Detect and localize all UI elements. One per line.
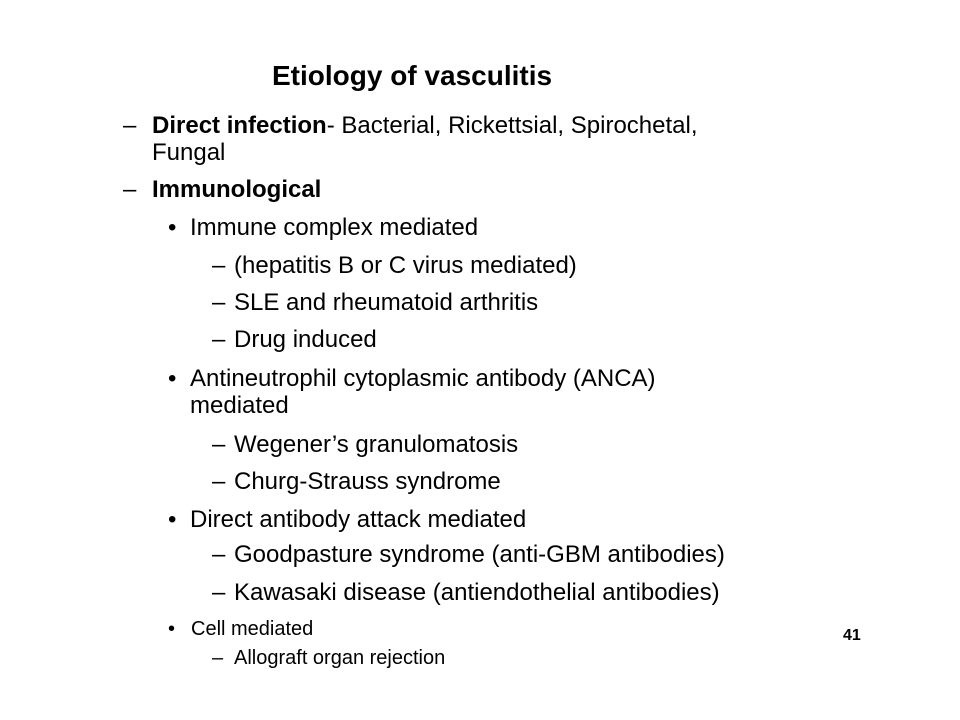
item-text: Immune complex mediated <box>190 214 479 241</box>
list-item <box>212 253 577 280</box>
list-item <box>123 177 321 204</box>
item-text: Allograft organ rejection <box>234 647 446 669</box>
dash-marker: – <box>123 112 137 139</box>
dash-marker: – <box>212 468 226 495</box>
list-item <box>168 507 526 534</box>
item-text: Goodpasture syndrome (anti-GBM antibodies) <box>234 541 725 568</box>
list-item <box>212 542 725 569</box>
item-text: Wegener’s granulomatosis <box>234 431 519 458</box>
item-continuation: mediated <box>190 391 289 419</box>
list-item <box>212 469 501 496</box>
item-bold-label: Direct infection <box>152 112 327 139</box>
list-item <box>212 580 720 607</box>
dash-marker: – <box>212 326 226 353</box>
list-item <box>212 327 377 354</box>
bullet-marker: • <box>168 365 177 392</box>
page-number: 41 <box>843 627 861 644</box>
item-text: Churg-Strauss syndrome <box>234 468 501 495</box>
list-item <box>212 647 445 669</box>
dash-marker: – <box>212 431 226 458</box>
item-continuation: Fungal <box>152 138 226 166</box>
list-item <box>168 215 478 242</box>
item-text: Direct antibody attack mediated <box>190 506 527 533</box>
slide-title: Etiology of vasculitis <box>272 60 553 91</box>
item-bold-label: Immunological <box>152 176 322 203</box>
item-text: Kawasaki disease (antiendothelial antibodies) <box>234 579 720 606</box>
dash-marker: – <box>123 176 137 203</box>
item-text: Drug induced <box>234 326 377 353</box>
dash-marker: – <box>212 289 226 316</box>
item-text: Cell mediated <box>191 618 314 640</box>
bullet-marker: • <box>168 214 177 241</box>
dash-marker: – <box>212 647 224 669</box>
dash-marker: – <box>212 579 226 606</box>
list-item <box>212 290 538 317</box>
bullet-marker: • <box>168 618 176 640</box>
list-item <box>212 432 518 459</box>
item-text: (hepatitis B or C virus mediated) <box>234 252 577 279</box>
dash-marker: – <box>212 541 226 568</box>
item-text: Antineutrophil cytoplasmic antibody (ANCA) <box>190 365 656 392</box>
list-item <box>168 618 313 640</box>
bullet-marker: • <box>168 506 177 533</box>
item-text: SLE and rheumatoid arthritis <box>234 289 539 316</box>
list-item <box>168 366 656 420</box>
dash-marker: – <box>212 252 226 279</box>
item-text: - Bacterial, Rickettsial, Spirochetal, <box>326 112 698 139</box>
list-item <box>123 113 698 167</box>
